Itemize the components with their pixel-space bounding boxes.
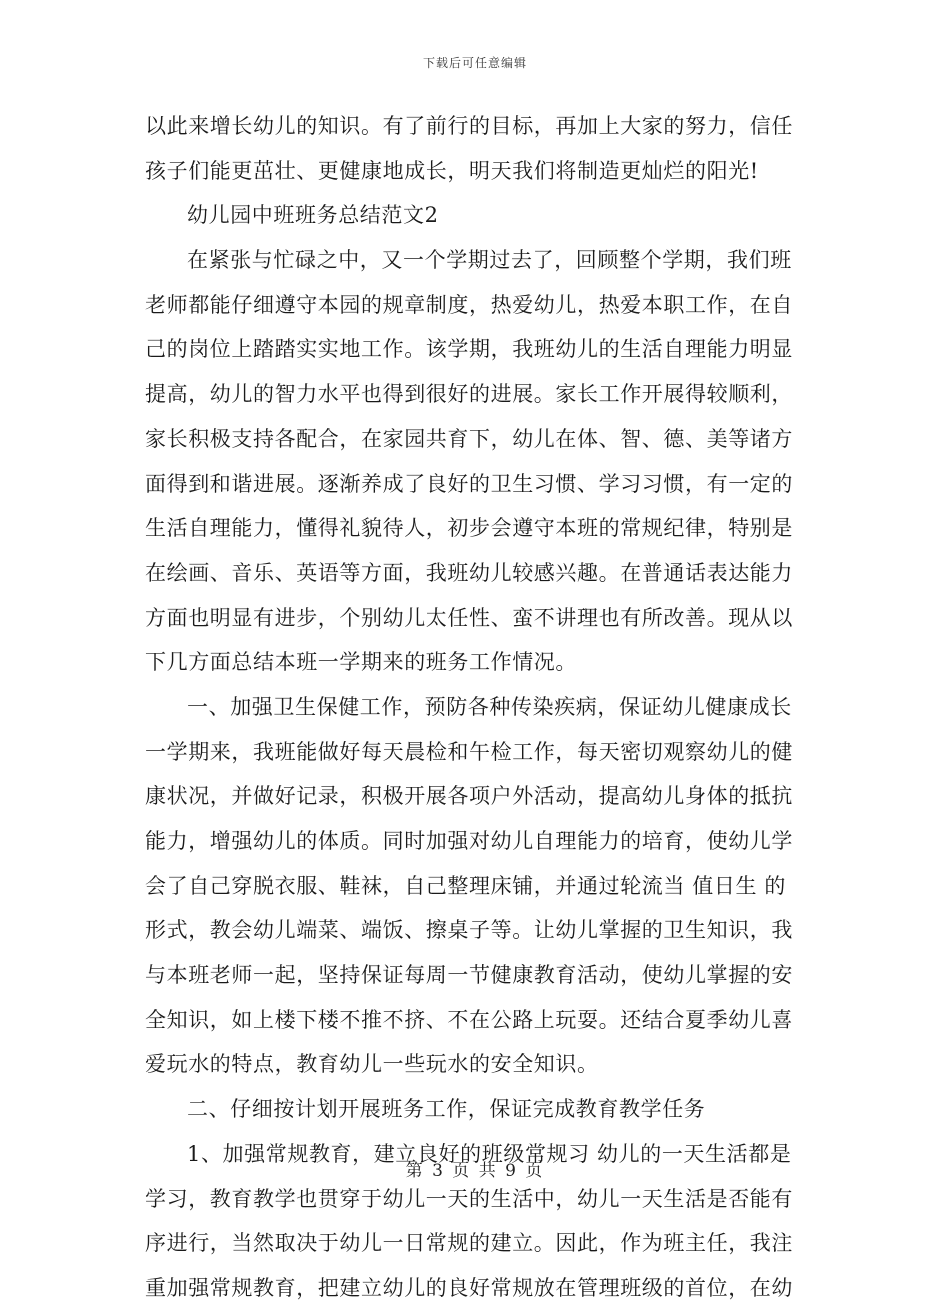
text-line: 能力，增强幼儿的体质。同时加强对幼儿自理能力的培育，使幼儿学 [145,829,793,853]
text-line: 在绘画、音乐、英语等方面，我班幼儿较感兴趣。在普通话表达能力 [145,560,793,585]
document-body [145,104,805,1311]
text-line: 在紧张与忙碌之中，又一个学期过去了，回顾整个学期，我们班 [187,248,792,273]
text-line: 康状况，并做好记录，积极开展各项户外活动，提高幼儿身体的抵抗 [145,784,793,809]
text-line: 孩子们能更茁壮、更健康地成长，明天我们将制造更灿烂的阳光! [145,158,759,183]
text-line: 老师都能仔细遵守本园的规章制度，热爱幼儿，热爱本职工作，在自 [145,292,793,317]
text-line: 面得到和谐进展。逐渐养成了良好的卫生习惯、学习习惯，有一定的 [145,471,793,496]
text-line: 提高，幼儿的智力水平也得到很好的进展。家长工作开展得较顺利， [145,382,793,407]
text-line: 一学期来，我班能做好每天晨检和午检工作，每天密切观察幼儿的健 [145,739,793,764]
section-heading: 一、加强卫生保健工作，预防各种传染疾病，保证幼儿健康成长 [187,694,792,719]
text-line: 序进行，当然取决于幼儿一日常规的建立。因此，作为班主任，我注 [145,1231,793,1256]
text-line: 以此来增长幼儿的知识。有了前行的目标，再加上大家的努力，信任 [145,114,793,138]
text-line: 1、加强常规教育，建立良好的班级常规习 幼儿的一天生活都是 [187,1141,792,1166]
text-line: 与本班老师一起，坚持保证每周一节健康教育活动，使幼儿掌握的安 [145,963,793,988]
section-heading: 二、仔细按计划开展班务工作，保证完成教育教学任务 [187,1097,706,1122]
text-line: 家长积极支持各配合，在家园共育下，幼儿在体、智、德、美等诸方 [145,426,793,451]
text-line: 学习，教育教学也贯穿于幼儿一天的生活中，幼儿一天生活是否能有 [145,1186,793,1211]
text-line: 会了自己穿脱衣服、鞋袜，自己整理床铺，并通过轮流当 值日生 的 [145,873,786,898]
text-line: 己的岗位上踏踏实实地工作。该学期，我班幼儿的生活自理能力明显 [145,337,793,362]
section-title: 幼儿园中班班务总结范文2 [187,203,439,228]
text-line: 全知识，如上楼下楼不推不挤、不在公路上玩耍。还结合夏季幼儿喜 [145,1007,793,1032]
text-line: 下几方面总结本班一学期来的班务工作情况。 [145,650,577,675]
page-footer: 第 3 页 共 9 页 [405,1161,545,1181]
page-header: 下载后可任意编辑 [422,56,527,70]
text-line: 重加强常规教育，把建立幼儿的良好常规放在管理班级的首位，在幼 [145,1275,793,1300]
text-line: 生活自理能力，懂得礼貌待人，初步会遵守本班的常规纪律，特别是 [145,516,793,541]
text-line: 爱玩水的特点，教育幼儿一些玩水的安全知识。 [145,1052,599,1077]
text-line: 方面也明显有进步，个别幼儿太任性、蛮不讲理也有所改善。现从以 [145,605,793,630]
text-line: 形式，教会幼儿端菜、端饭、擦桌子等。让幼儿掌握的卫生知识，我 [145,918,793,943]
